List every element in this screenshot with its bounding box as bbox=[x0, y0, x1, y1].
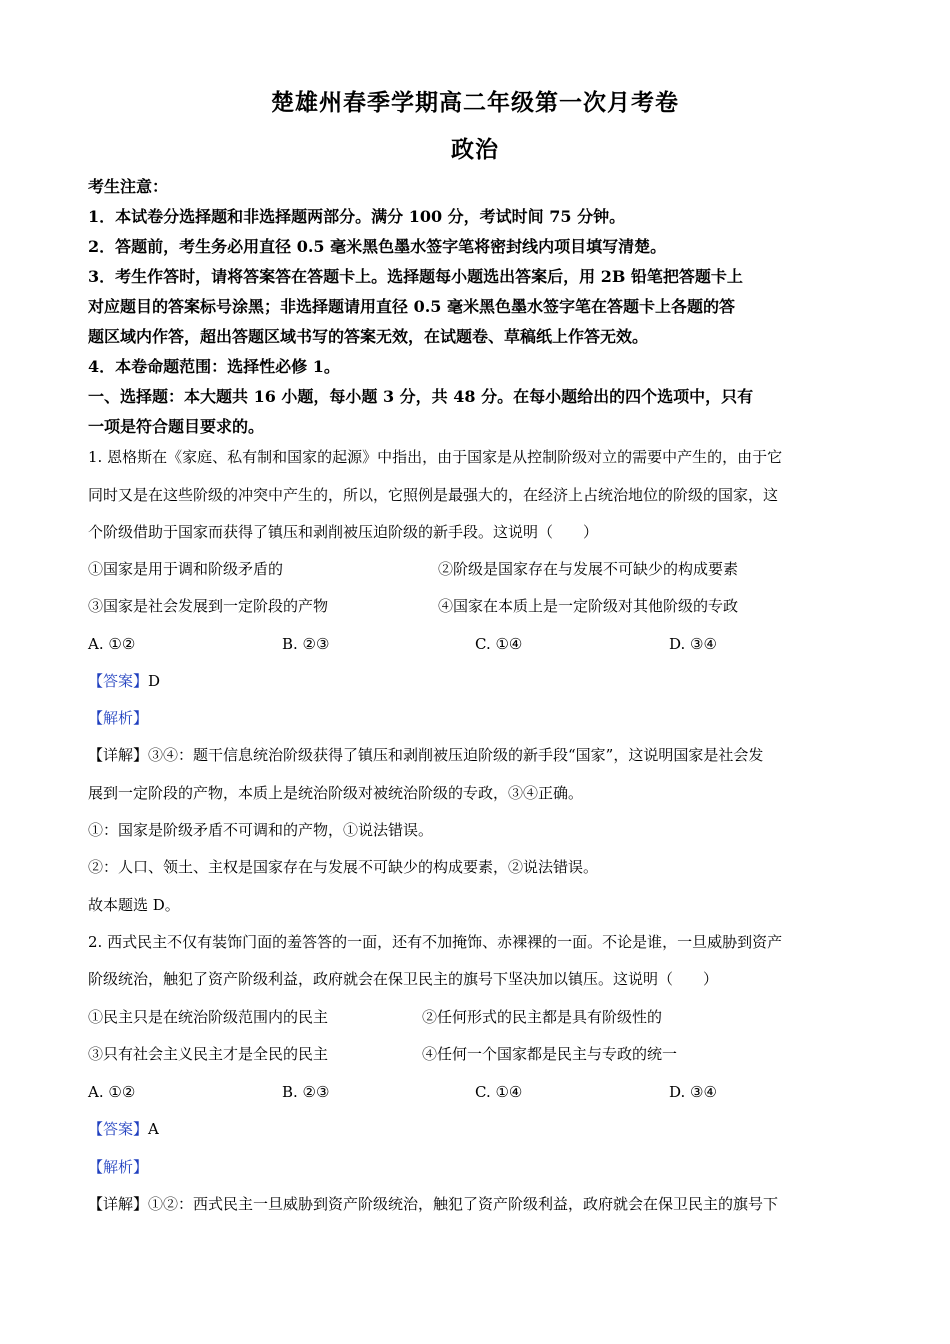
statement: ④任何一个国家都是民主与专政的统一 bbox=[422, 1045, 678, 1063]
subject-title: 政治 bbox=[451, 137, 499, 163]
option-d: D. ③④ bbox=[669, 635, 717, 653]
section-heading: 一项是符合题目要求的。 bbox=[88, 417, 265, 436]
question-stem: 2. 西式民主不仅有装饰门面的羞答答的一面，还有不加掩饰、赤裸裸的一面。不论是谁，一旦威胁到资产 bbox=[88, 933, 783, 951]
analysis-tag: 【解析】 bbox=[88, 709, 149, 727]
question-stem: 同时又是在这些阶级的冲突中产生的，所以，它照例是最强大的，在经济上占统治地位的阶级的国家，这 bbox=[88, 486, 779, 504]
detail-line: 【详解】③④：题干信息统治阶级获得了镇压和剥削被压迫阶级的新手段“国家”，这说明国家是社会发 bbox=[88, 746, 764, 764]
statement: ③只有社会主义民主才是全民的民主 bbox=[88, 1045, 329, 1063]
notice-item: 对应题目的答案标号涂黑；非选择题请用直径 0.5 毫米黑色墨水签字笔在答题卡上各题的答 bbox=[88, 297, 735, 316]
option-c: C. ①④ bbox=[475, 1083, 523, 1101]
option-a: A. ①② bbox=[88, 635, 136, 653]
option-b: B. ②③ bbox=[282, 1083, 330, 1101]
statement: ①民主只是在统治阶级范围内的民主 bbox=[88, 1008, 329, 1026]
question-stem: 阶级统治，触犯了资产阶级利益，政府就会在保卫民主的旗号下坚决加以镇压。这说明（ ） bbox=[88, 970, 719, 988]
notice-block bbox=[88, 172, 868, 442]
detail-line: 故本题选 D。 bbox=[88, 896, 180, 914]
statement: ①国家是用于调和阶级矛盾的 bbox=[88, 560, 284, 578]
detail-line: 展到一定阶段的产物，本质上是统治阶级对被统治阶级的专政，③④正确。 bbox=[88, 784, 584, 802]
detail-line: 【详解】①②：西式民主一旦威胁到资产阶级统治，触犯了资产阶级利益，政府就会在保卫民主的旗号下 bbox=[88, 1195, 779, 1213]
answer-tag: 【答案】 bbox=[88, 672, 149, 690]
notice-item: 1．本试卷分选择题和非选择题两部分。满分 100 分，考试时间 75 分钟。 bbox=[88, 207, 626, 226]
answer-value: D bbox=[148, 672, 161, 690]
detail-line: ②：人口、领土、主权是国家存在与发展不可缺少的构成要素，②说法错误。 bbox=[88, 858, 599, 876]
statement: ②任何形式的民主都是具有阶级性的 bbox=[422, 1008, 663, 1026]
option-c: C. ①④ bbox=[475, 635, 523, 653]
answer-line bbox=[88, 1119, 868, 1139]
answer-value: A bbox=[148, 1120, 159, 1138]
question-stem: 个阶级借助于国家而获得了镇压和剥削被压迫阶级的新手段。这说明（ ） bbox=[88, 523, 599, 541]
notice-item: 题区域内作答，超出答题区域书写的答案无效，在试题卷、草稿纸上作答无效。 bbox=[88, 327, 649, 346]
detail-line: ①：国家是阶级矛盾不可调和的产物，①说法错误。 bbox=[88, 821, 434, 839]
answer-tag: 【答案】 bbox=[88, 1120, 149, 1138]
notice-item: 4．本卷命题范围：选择性必修 1。 bbox=[88, 357, 340, 376]
statement: ③国家是社会发展到一定阶段的产物 bbox=[88, 597, 329, 615]
question-stem: 1. 恩格斯在《家庭、私有制和国家的起源》中指出，由于国家是从控制阶级对立的需要中产生的，由于它 bbox=[88, 448, 783, 466]
answer-line bbox=[88, 671, 868, 691]
notice-heading: 考生注意： bbox=[88, 177, 169, 196]
option-d: D. ③④ bbox=[669, 1083, 717, 1101]
notice-item: 3．考生作答时，请将答案答在答题卡上。选择题每小题选出答案后，用 2B 铅笔把答题卡上 bbox=[88, 267, 743, 286]
option-b: B. ②③ bbox=[282, 635, 330, 653]
statement: ④国家在本质上是一定阶级对其他阶级的专政 bbox=[438, 597, 739, 615]
section-heading: 一、选择题：本大题共 16 小题，每小题 3 分，共 48 分。在每小题给出的四个选项中，只有 bbox=[88, 387, 754, 406]
page-title: 楚雄州春季学期高二年级第一次月考卷 bbox=[271, 90, 679, 116]
option-a: A. ①② bbox=[88, 1083, 136, 1101]
analysis-tag: 【解析】 bbox=[88, 1158, 149, 1176]
notice-item: 2．答题前，考生务必用直径 0.5 毫米黑色墨水签字笔将密封线内项目填写清楚。 bbox=[88, 237, 667, 256]
statement: ②阶级是国家存在与发展不可缺少的构成要素 bbox=[438, 560, 739, 578]
